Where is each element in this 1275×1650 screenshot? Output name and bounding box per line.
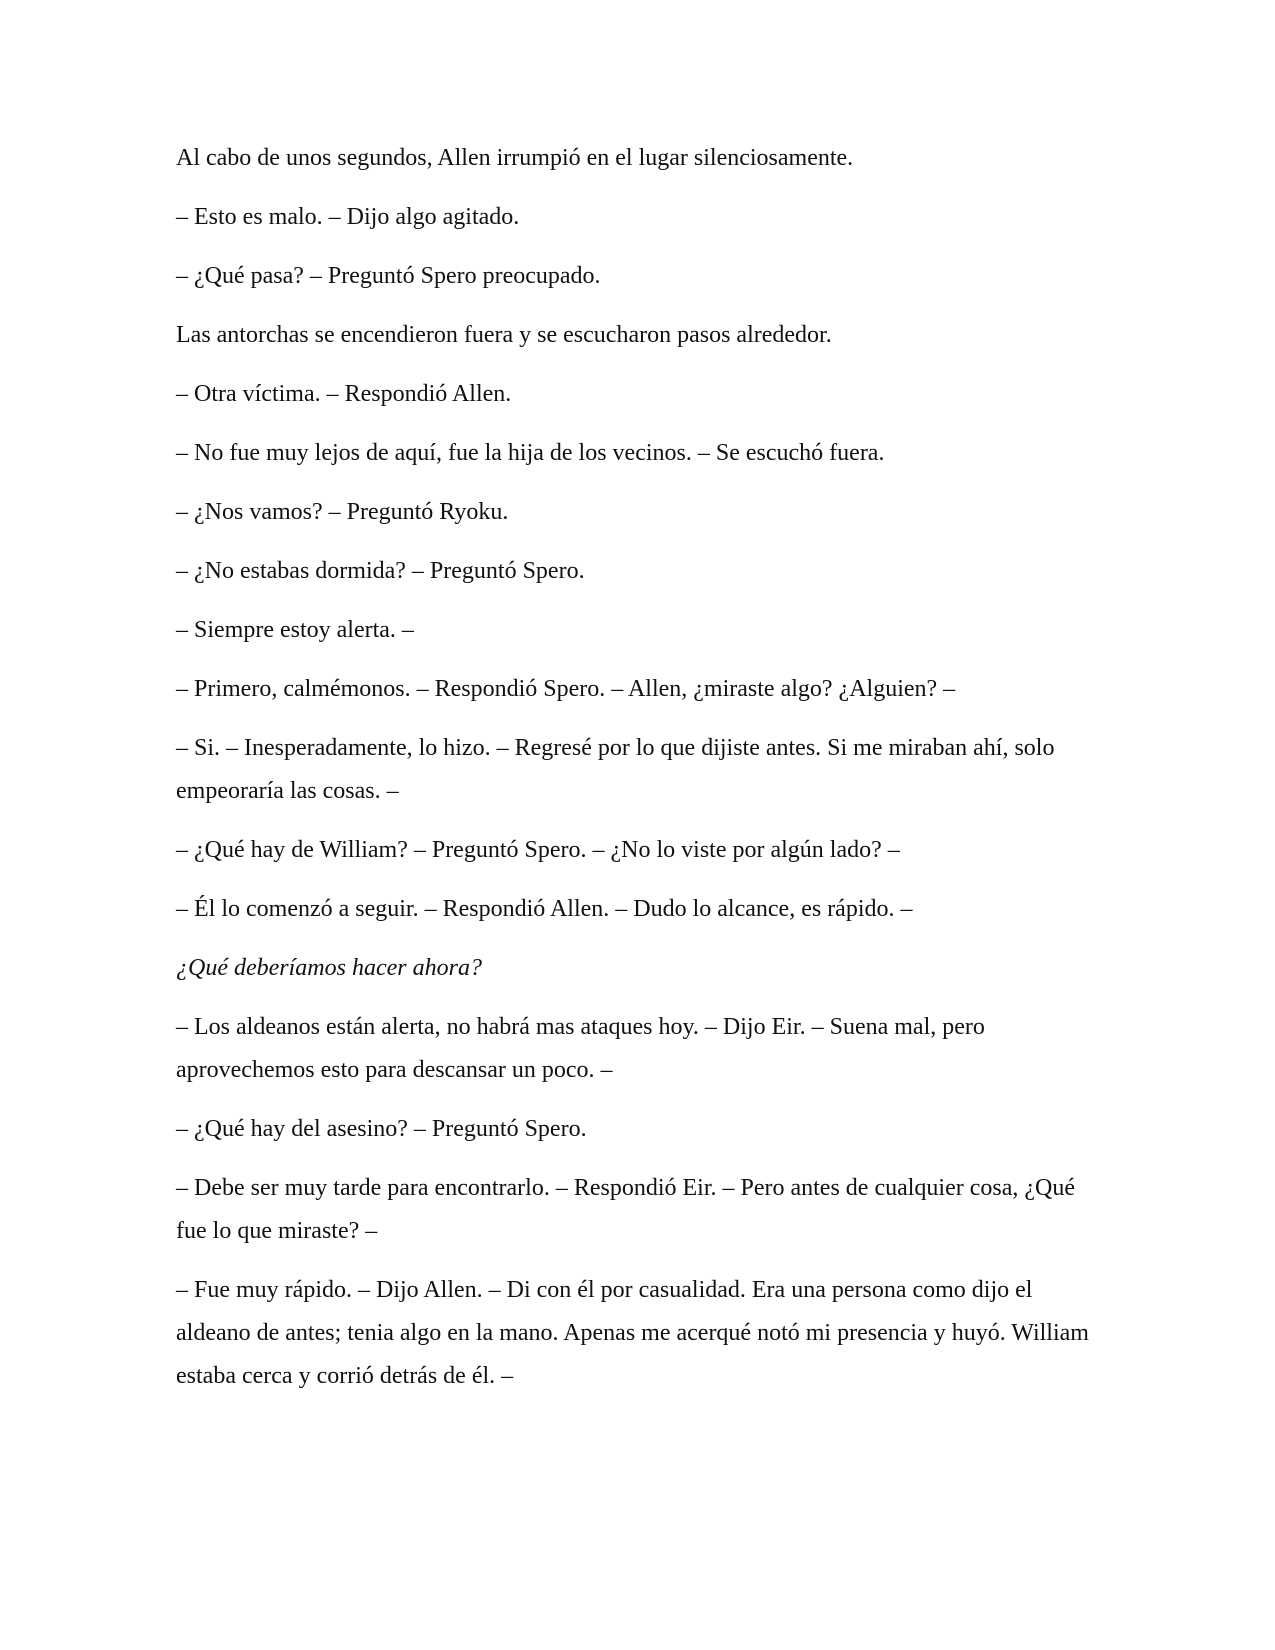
body-text — [176, 137, 1106, 1414]
paragraph: – ¿Qué pasa? – Preguntó Spero preocupado. — [176, 263, 601, 289]
paragraph: – ¿No estabas dormida? – Preguntó Spero. — [176, 558, 585, 584]
paragraph: – Siempre estoy alerta. – — [176, 617, 414, 643]
paragraph: – Debe ser muy tarde para encontrarlo. – Respondió Eir. – Pero antes de cualquier cosa, ¿Qué fue lo que miraste? – — [176, 1175, 1076, 1244]
italic-thought: ¿Qué deberíamos hacer ahora? — [176, 955, 482, 981]
paragraph: – ¿Qué hay del asesino? – Preguntó Spero. — [176, 1116, 587, 1142]
paragraph: – ¿Nos vamos? – Preguntó Ryoku. — [176, 499, 509, 525]
paragraph: – Él lo comenzó a seguir. – Respondió Allen. – Dudo lo alcance, es rápido. – — [176, 896, 913, 922]
paragraph: – ¿Qué hay de William? – Preguntó Spero. – ¿No lo viste por algún lado? – — [176, 837, 900, 863]
paragraph: Al cabo de unos segundos, Allen irrumpió en el lugar silenciosamente. — [176, 145, 854, 171]
paragraph: – Los aldeanos están alerta, no habrá mas ataques hoy. – Dijo Eir. – Suena mal, pero aprovechemos esto para descansar un poco. – — [176, 1014, 985, 1083]
paragraph: – No fue muy lejos de aquí, fue la hija de los vecinos. – Se escuchó fuera. — [176, 440, 885, 466]
paragraph: Las antorchas se encendieron fuera y se escucharon pasos alrededor. — [176, 322, 832, 348]
paragraph: – Esto es malo. – Dijo algo agitado. — [176, 204, 520, 230]
paragraph: – Fue muy rápido. – Dijo Allen. – Di con él por casualidad. Era una persona como dijo el aldeano de antes; tenia algo en la mano. Apenas me acerqué notó mi presencia y huyó. William estaba cerca y corrió detrás de él. – — [176, 1277, 1089, 1389]
paragraph: – Si. – Inesperadamente, lo hizo. – Regresé por lo que dijiste antes. Si me miraban ahí, solo empeoraría las cosas. – — [176, 735, 1055, 804]
paragraph: – Otra víctima. – Respondió Allen. — [176, 381, 512, 407]
paragraph: – Primero, calmémonos. – Respondió Spero. – Allen, ¿miraste algo? ¿Alguien? – — [176, 676, 956, 702]
